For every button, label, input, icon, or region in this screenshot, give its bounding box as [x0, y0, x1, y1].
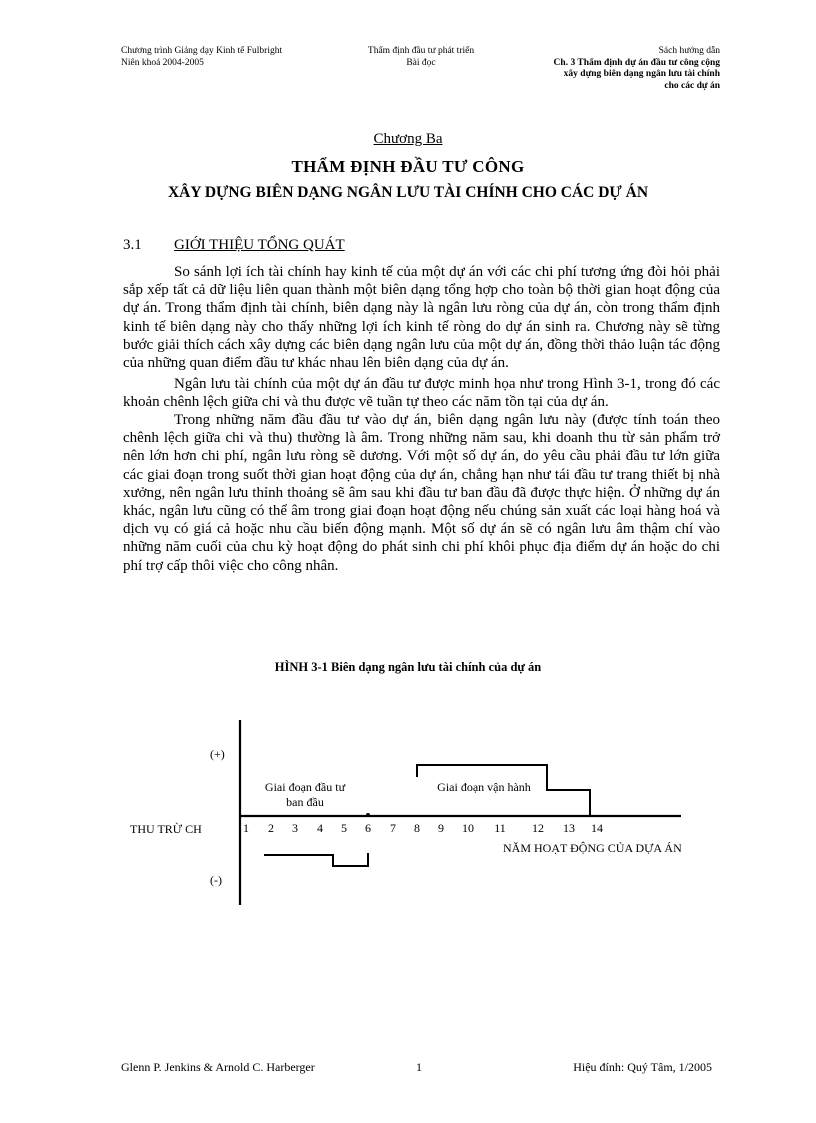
negative-cashflow-line [264, 853, 368, 866]
chapter-label: Chương Ba [373, 131, 443, 147]
course-name: Thẩm định đầu tư phát triển [367, 46, 475, 56]
phase-operation-label: Giai đoạn vận hành [437, 780, 531, 794]
academic-year: Niên khoá 2004-2005 [121, 57, 204, 68]
chapter-subtitle: XÂY DỰNG BIÊN DẠNG NGÂN LƯU TÀI CHÍNH CHO CÁC DỰ ÁN [167, 184, 649, 201]
year-label: 1 [243, 821, 249, 835]
footer-authors: Glenn P. Jenkins & Arnold C. Harberger [121, 1060, 315, 1074]
chapter-ref-line1: Ch. 3 Thẩm định dự án đầu tư công cộng [553, 57, 720, 68]
footer-editor: Hiệu đính: Quý Tâm, 1/2005 [573, 1060, 712, 1074]
year-label: 12 [532, 821, 544, 835]
year-label: 2 [268, 821, 274, 835]
year-label: 3 [292, 821, 298, 835]
figure-title: HÌNH 3-1 Biên dạng ngân lưu tài chính của dự án [274, 660, 542, 674]
year-label: 5 [341, 821, 347, 835]
year-label: 4 [317, 821, 323, 835]
year-label: 10 [462, 821, 474, 835]
x-axis-label: NĂM HOẠT ĐỘNG CỦA DỰA ÁN [503, 841, 682, 855]
paragraph-2-text: Ngân lưu tài chính của một dự án đầu tư được minh họa như trong Hình 3-1, trong đó các khoản chênh lệch giữa chi và thu được vẽ tuần tự theo các năm tồn tại của dự án. [123, 376, 720, 411]
chapter-title: THẨM ĐỊNH ĐẦU TƯ CÔNG [291, 157, 525, 176]
year-label: 9 [438, 821, 444, 835]
chapter-ref-line3: cho các dự án [664, 80, 720, 91]
paragraph-1-text: So sánh lợi ích tài chính hay kinh tế của một dự án với các chi phí tương ứng đòi hỏi phải sắp xếp tất cả dữ liệu liên quan thành một biên dạng tổng hợp cho toàn bộ thời gian hoạt động của dự án. Trong thẩm định tài chính, biên dạng này là ngân lưu ròng của dự án, còn trong thẩm định kinh tế biên dạng này cho thấy những lợi ích kinh tế ròng do dự án sinh ra. Chương này sẽ từng bước giải thích cách xây dựng các biên dạng ngân lưu của một dự án, đồng thời thảo luận tác động của những quan điểm đầu tư khác nhau lên biên dạng của dự án. [123, 264, 720, 372]
year-label: 8 [414, 821, 420, 835]
year-label: 13 [563, 821, 575, 835]
phase-initial-label-line1: Giai đoạn đầu tư [264, 780, 346, 794]
year-6-marker [366, 813, 370, 817]
chapter-ref-line2: xây dựng biên dạng ngân lưu tài chính [563, 69, 720, 79]
year-tick-labels [243, 821, 603, 835]
year-label: 6 [365, 821, 371, 835]
year-label: 7 [390, 821, 396, 835]
section-title: GIỚI THIỆU TỔNG QUÁT [174, 237, 345, 253]
year-label: 11 [494, 821, 506, 835]
year-label: 14 [591, 821, 603, 835]
reading-label: Bài đọc [406, 57, 436, 68]
phase-initial-label-line2: ban đầu [286, 795, 324, 809]
minus-label: (-) [210, 873, 222, 887]
book-type: Sách hướng dẫn [658, 46, 720, 56]
section-number: 3.1 [123, 237, 142, 253]
y-axis-label: THU TRỪ CH [130, 822, 202, 836]
page-number: 1 [416, 1060, 422, 1074]
program-name: Chương trình Giảng dạy Kinh tế Fulbright [121, 46, 283, 56]
paragraph-3-text: Trong những năm đầu đầu tư vào dự án, biên dạng ngân lưu này (được tính toán theo chênh lệch giữa chi và thu) thường là âm. Trong những năm sau, khi doanh thu từ sản phẩm trở nên lớn hơn chi phí, ngân lưu ròng sẽ dương. Với một số dự án, do yêu cầu phải đầu tư lớn giữa các giai đoạn trong suốt thời gian hoạt động của dự án, chẳng hạn như tái đầu tư trang thiết bị nhà xưởng, nên ngân lưu thỉnh thoảng sẽ âm sau khi đầu tư ban đầu đã được thực hiện. Ở những dự án khác, ngân lưu cũng có thể âm trong giai đoạn hoạt động nếu chúng sản xuất các loại hàng hoá và dịch vụ có giá cả hoặc nhu cầu biến động mạnh. Một số dự án sẽ có ngân lưu âm thậm chí vào những năm cuối của chu kỳ hoạt động do phát sinh chi phí khôi phục địa điểm dự án hoặc do chi phí trợ cấp thôi việc cho công nhân. [123, 412, 720, 574]
plus-label: (+) [210, 747, 225, 761]
